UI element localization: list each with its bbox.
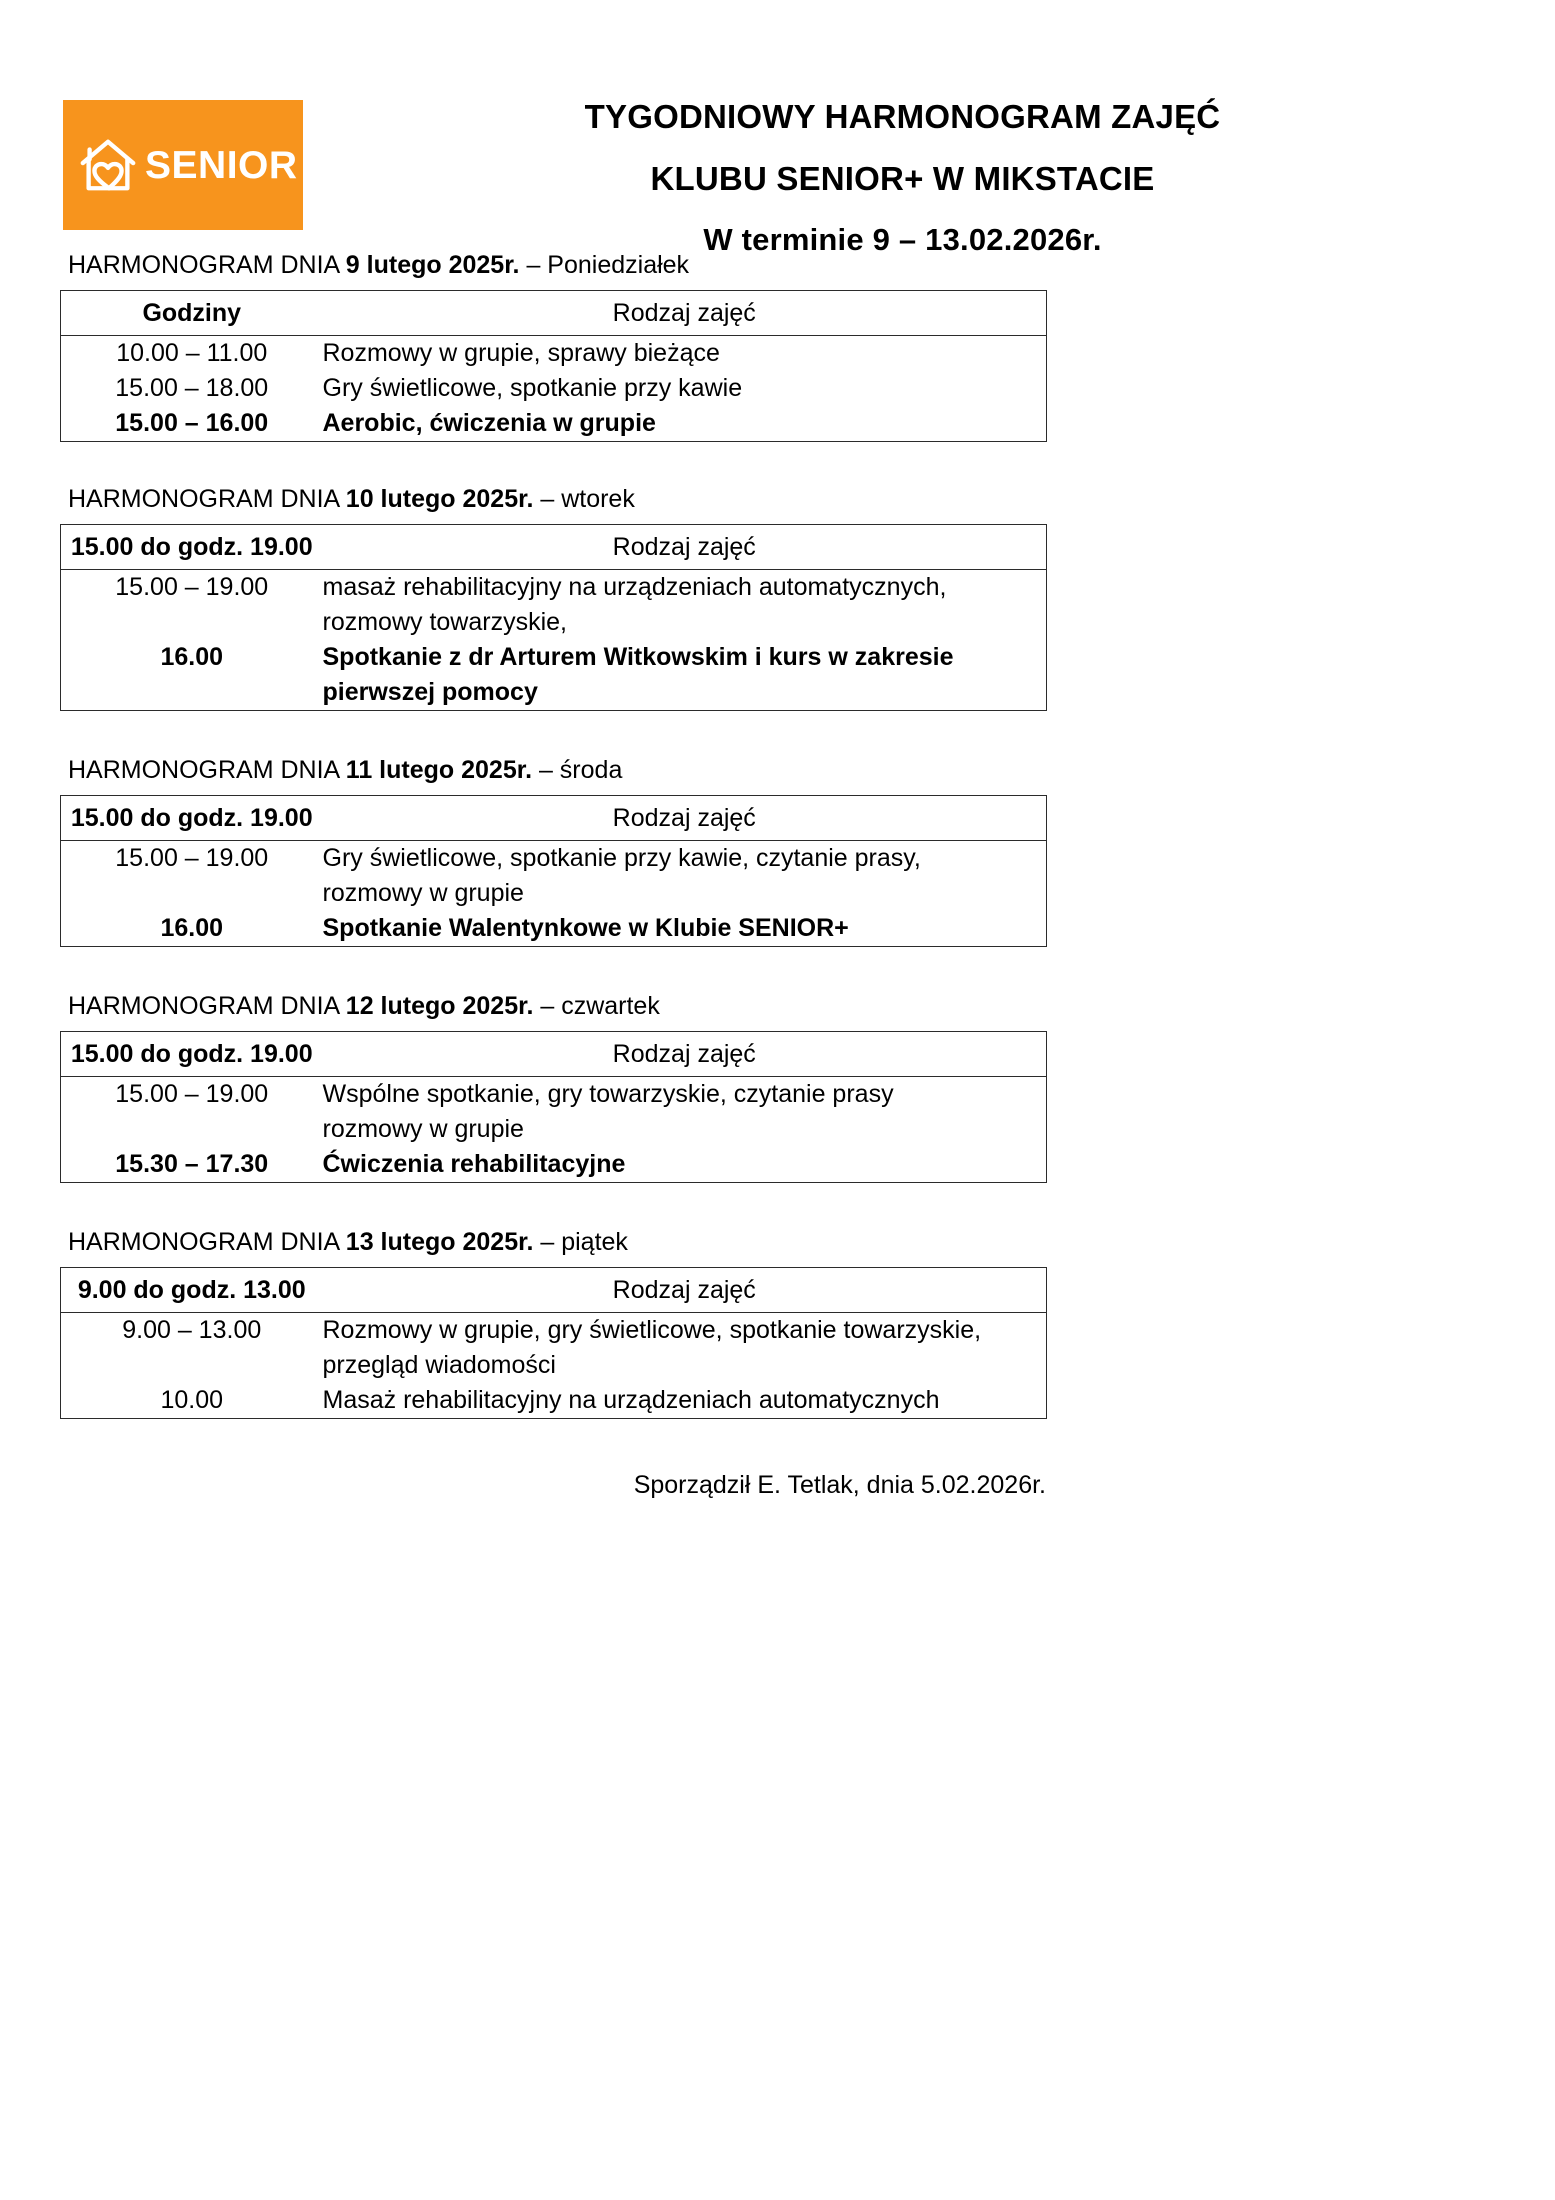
page-title-line-1: TYGODNIOWY HARMONOGRAM ZAJĘĆ [584,98,1221,135]
day-heading-suffix: – Poniedziałek [519,251,690,279]
cell-activity [323,1147,1047,1183]
table-header-row [61,1032,1047,1077]
day-heading-prefix: HARMONOGRAM DNIA [68,485,346,513]
table-header-row [61,796,1047,841]
cell-activity [323,1313,1047,1384]
day-heading-prefix: HARMONOGRAM DNIA [68,992,346,1020]
activity-line: rozmowy w grupie [322,1115,524,1143]
day-heading-date: 11 lutego 2025r. [345,756,533,784]
activity-line: masaż rehabilitacyjny na urządzeniach automatycznych, [322,573,947,601]
page-title-line-2: KLUBU SENIOR+ W MIKSTACIE [650,160,1155,197]
cell-time: 10.00 [160,1386,224,1414]
day-heading-date: 13 lutego 2025r. [345,1228,534,1256]
table-row [61,1313,1047,1384]
activity-line: pierwszej pomocy [322,678,538,706]
cell-activity [323,336,1047,372]
column-header-kind: Rodzaj zajęć [323,1032,1047,1077]
day-heading-suffix: – piątek [533,1228,628,1256]
column-header-time: 15.00 do godz. 19.00 [61,796,323,841]
section-spacer [60,442,1495,484]
day-section [60,250,1495,484]
activity-line: Rozmowy w grupie, gry świetlicowe, spotkanie towarzyskie, [322,1316,982,1344]
cell-time: 16.00 [160,914,224,942]
table-row [61,570,1047,641]
activity-line: Spotkanie z dr Arturem Witkowskim i kurs w zakresie [322,643,954,671]
schedule-table [60,1031,1047,1183]
schedule-table [60,290,1047,442]
table-header-row [61,291,1047,336]
footer-note: Sporządził E. Tetlak, dnia 5.02.2026r. [633,1471,1046,1499]
table-row [61,841,1047,912]
activity-line: Wspólne spotkanie, gry towarzyskie, czytanie prasy [322,1080,894,1108]
cell-time: 16.00 [160,643,224,671]
cell-time: 15.00 – 16.00 [115,409,269,437]
cell-activity [323,640,1047,711]
table-header-row [61,1268,1047,1313]
cell-activity [323,1383,1047,1419]
title-block [310,100,1495,255]
activity-line: Rozmowy w grupie, sprawy bieżące [322,339,720,367]
column-header-kind: Rodzaj zajęć [323,1268,1047,1313]
day-heading-suffix: – środa [532,756,623,784]
activity-line: Gry świetlicowe, spotkanie przy kawie, czytanie prasy, [322,844,921,872]
column-header-time: 9.00 do godz. 13.00 [61,1268,323,1313]
day-section [60,991,1495,1227]
column-header-kind: Rodzaj zajęć [323,525,1047,570]
schedule-table [60,795,1047,947]
day-section [60,755,1495,991]
table-row [61,1077,1047,1148]
document-header [60,0,1495,257]
column-header-kind: Rodzaj zajęć [323,796,1047,841]
day-section [60,1227,1495,1463]
table-header-row [61,525,1047,570]
activity-line: rozmowy towarzyskie, [322,608,567,636]
activity-line: rozmowy w grupie [322,879,524,907]
column-header-time: 15.00 do godz. 19.00 [61,1032,323,1077]
cell-time: 15.00 – 19.00 [115,1080,269,1108]
table-row [61,336,1047,372]
column-header-time: Godziny [61,291,323,336]
cell-activity [323,406,1047,442]
logo-label: SENIOR + [145,143,333,187]
day-heading-prefix: HARMONOGRAM DNIA [68,756,346,784]
day-heading-date: 12 lutego 2025r. [345,992,534,1020]
activity-line: Masaż rehabilitacyjny na urządzeniach automatycznych [322,1386,940,1414]
day-heading [68,991,1495,1021]
day-heading [68,755,1495,785]
activity-line: Ćwiczenia rehabilitacyjne [322,1150,626,1178]
column-header-time: 15.00 do godz. 19.00 [61,525,323,570]
day-heading-prefix: HARMONOGRAM DNIA [68,251,346,279]
day-heading-suffix: – wtorek [533,485,635,513]
table-row [61,406,1047,442]
day-heading [68,1227,1495,1257]
cell-time: 10.00 – 11.00 [116,339,268,367]
senior-plus-logo [63,100,333,230]
cell-time: 15.00 – 18.00 [115,374,269,402]
activity-line: Spotkanie Walentynkowe w Klubie SENIOR+ [322,914,849,942]
activity-line: przegląd wiadomości [322,1351,556,1379]
day-heading-suffix: – czwartek [533,992,660,1020]
day-heading-prefix: HARMONOGRAM DNIA [68,1228,346,1256]
cell-time: 9.00 – 13.00 [122,1316,262,1344]
table-row [61,371,1047,406]
table-row [61,640,1047,711]
cell-activity [323,570,1047,641]
activity-line: Aerobic, ćwiczenia w grupie [322,409,656,437]
column-header-kind: Rodzaj zajęć [323,291,1047,336]
section-spacer [60,1419,1495,1463]
cell-time: 15.00 – 19.00 [115,844,269,872]
table-row [61,1383,1047,1419]
cell-activity [323,911,1047,947]
cell-activity [323,371,1047,406]
cell-activity [323,1077,1047,1148]
page-title-line-3: W terminie 9 – 13.02.2026r. [703,222,1102,257]
cell-time: 15.00 – 19.00 [115,573,269,601]
section-spacer [60,711,1495,755]
cell-activity [323,841,1047,912]
activity-line: Gry świetlicowe, spotkanie przy kawie [322,374,743,402]
section-spacer [60,947,1495,991]
day-heading [68,484,1495,514]
day-heading-date: 9 lutego 2025r. [345,251,520,279]
section-spacer [60,1183,1495,1227]
house-heart-icon [77,134,139,196]
table-row [61,1147,1047,1183]
day-heading-date: 10 lutego 2025r. [345,485,534,513]
cell-time: 15.30 – 17.30 [115,1150,269,1178]
table-row [61,911,1047,947]
schedule-table [60,524,1047,711]
day-section [60,484,1495,755]
schedule-table [60,1267,1047,1419]
day-sections [60,250,1495,1463]
